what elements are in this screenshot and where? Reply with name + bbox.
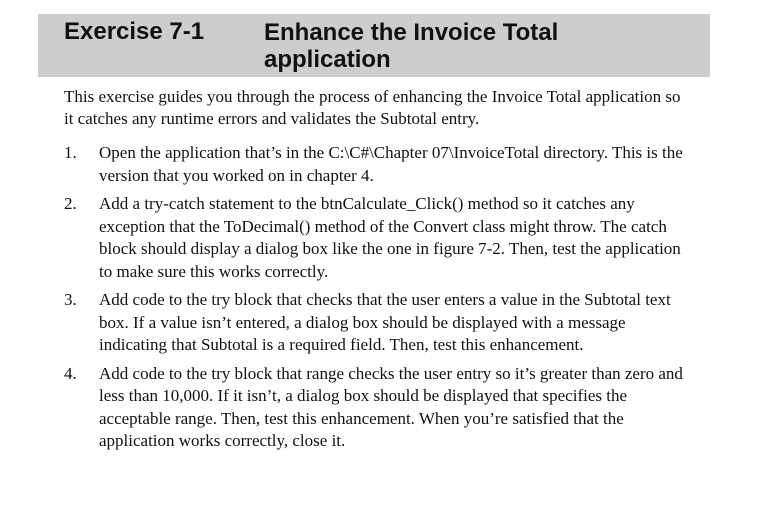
- step-item: [64, 289, 694, 357]
- step-item: [64, 142, 694, 187]
- step-text: Add code to the try block that range checks the user entry so it’s greater than zero and less than 10,000. If it isn’t, a dialog box should be displayed that specifies the acceptable range. Then, test this enhancement. When you’re satisfied that the application works correctly, close it.: [99, 363, 683, 450]
- step-item: [64, 193, 694, 283]
- step-text: Add a try-catch statement to the btnCalculate_Click() method so it catches any exception that the ToDecimal() method of the Convert class might throw. The catch block should display a dialog box like the one in figure 7-2. Then, test the application to make sure this works correctly.: [99, 194, 681, 281]
- step-item: [64, 363, 694, 453]
- step-number: 2.: [64, 194, 77, 213]
- step-number: 4.: [64, 363, 77, 383]
- step-text: Open the application that’s in the C:\C#\Chapter 07\InvoiceTotal directory. This is the version that you worked on in chapter 4.: [99, 143, 683, 185]
- exercise-title: Enhance the Invoice Total application: [264, 19, 559, 73]
- exercise-header: [38, 14, 710, 77]
- step-number: 3.: [64, 290, 77, 309]
- step-number: 1.: [64, 143, 77, 162]
- step-text: Add code to the try block that checks that the user enters a value in the Subtotal text box. If a value isn’t entered, a dialog box should be displayed with a message indicating that Subtotal is a required field. Then, test this enhancement.: [99, 290, 671, 354]
- exercise-number: Exercise 7-1: [64, 18, 205, 45]
- intro-paragraph: This exercise guides you through the process of enhancing the Invoice Total application so it catches any runtime errors and validates the Subtotal entry.: [64, 87, 681, 128]
- steps-list: [64, 142, 694, 459]
